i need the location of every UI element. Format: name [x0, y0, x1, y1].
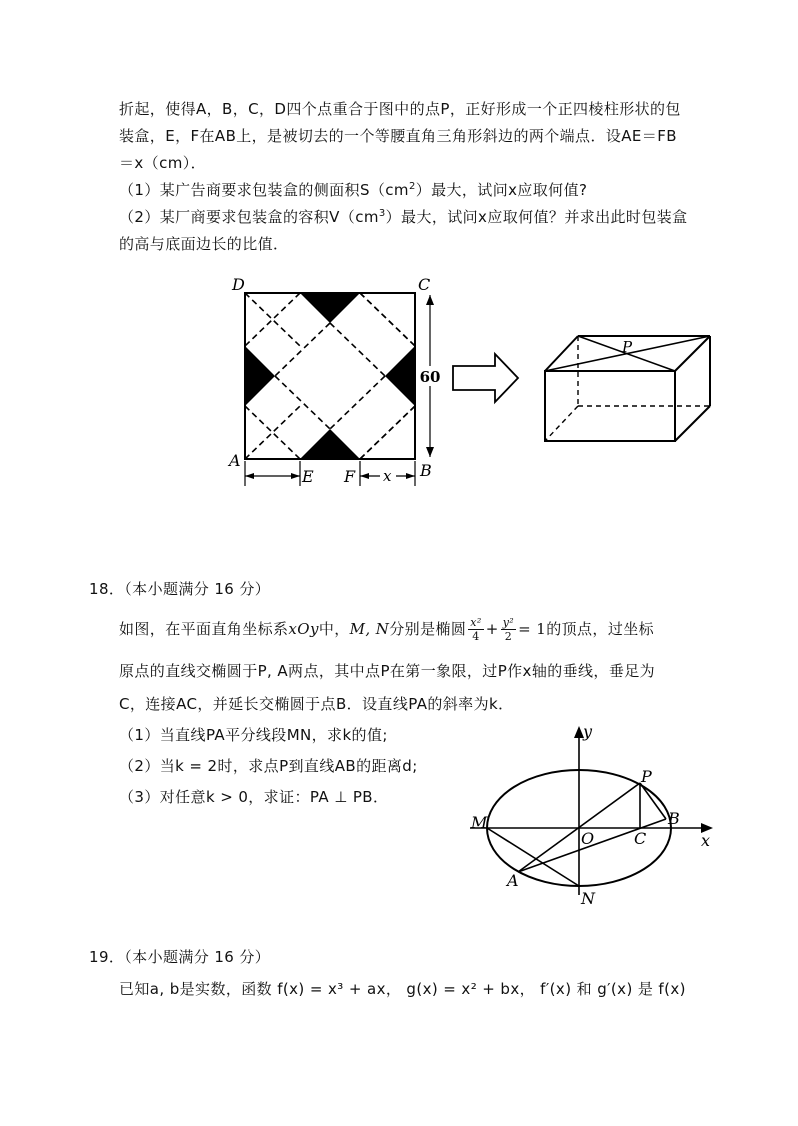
p18-text-a: 如图，在平面直角坐标系: [119, 620, 289, 638]
bottom-triangle: [300, 429, 360, 459]
label-A: A: [229, 451, 241, 470]
label-D: D: [232, 275, 245, 294]
problem-18-line-2: 原点的直线交椭圆于P, A两点，其中点P在第一象限，过P作x轴的垂线，垂足为: [119, 662, 656, 680]
question-2-post: ）最大，试问x应取何值？并求出此时包装盒: [385, 208, 688, 226]
label-E: E: [302, 467, 314, 486]
label-P-point: P: [641, 767, 652, 786]
problem-18-q1: （1）当直线PA平分线段MN，求k的值;: [119, 726, 388, 744]
label-C: C: [418, 275, 431, 294]
equals-one: = 1: [518, 620, 547, 638]
problem-18-line-3: C，连接AC，并延长交椭圆于点B．设直线PA的斜率为k．: [119, 695, 514, 713]
question-2-pre: （2）某厂商要求包装盒的容积V（cm: [119, 208, 379, 226]
label-x-axis: x: [701, 831, 711, 850]
label-N: N: [581, 889, 595, 908]
intro-line-3: ＝x（cm）．: [119, 154, 207, 172]
problem-18-line-1: [119, 614, 654, 644]
label-A-point: A: [507, 871, 519, 890]
question-1-post: ）最大，试问x应取何值?: [415, 181, 588, 199]
question-2-sup: 3: [378, 208, 386, 219]
problem-18-q3: （3）对任意k > 0，求证：PA ⊥ PB．: [119, 788, 389, 806]
ellipse-fraction-y: $\frac{\text{y²}}{2}$: [502, 616, 515, 643]
p18-var-xoy: xOy: [288, 620, 319, 638]
p18-text-d: 的顶点，过坐标: [546, 620, 655, 638]
label-B: B: [420, 461, 432, 480]
p18-text-b: 中，: [318, 620, 350, 638]
label-B-point: B: [668, 809, 680, 828]
question-1-sup: 2: [408, 181, 416, 192]
p18-text-c: 分别是椭圆: [389, 620, 467, 638]
question-2: [119, 206, 688, 227]
label-P-box: P: [622, 338, 633, 356]
label-O: O: [581, 829, 595, 848]
left-triangle: [245, 346, 275, 406]
question-1-pre: （1）某广告商要求包装盒的侧面积S（cm: [119, 181, 409, 199]
label-F: F: [344, 467, 356, 486]
ellipse-fraction-x: $\frac{\text{x²}}{4}$: [470, 616, 482, 643]
problem-18-q2: （2）当k = 2时，求点P到直线AB的距离d;: [119, 757, 418, 775]
label-M: M: [471, 813, 488, 832]
intro-line-1: 折起，使得A，B，C，D四个点重合于图中的点P，正好形成一个正四棱柱形状的包: [119, 100, 681, 118]
label-y: y: [583, 722, 593, 741]
figure-2-ellipse: [465, 720, 725, 910]
label-C-point: C: [634, 829, 647, 848]
right-triangle: [385, 346, 415, 406]
problem-19-header: 19．（本小题满分 16 分）: [89, 948, 271, 966]
problem-18-header: 18．（本小题满分 16 分）: [89, 580, 271, 598]
p18-var-mn: M, N: [349, 620, 390, 638]
fraction-operator: +: [485, 620, 499, 638]
top-triangle: [300, 293, 360, 323]
intro-line-2: 装盒，E，F在AB上，是被切去的一个等腰直角三角形斜边的两个端点．设AE＝FB: [119, 127, 677, 145]
side-length-label: 60: [419, 368, 441, 386]
label-x: x: [383, 467, 392, 485]
question-1: [119, 179, 587, 200]
problem-19-line-1: 已知a, b是实数，函数 f(x) = x³ + ax， g(x) = x² + bx， f′(x) 和 g′(x) 是 f(x): [119, 980, 686, 998]
question-2-line-2: 的高与底面边长的比值．: [119, 235, 289, 253]
figure-1-net-and-box: [220, 268, 730, 493]
right-arrow-icon: [453, 354, 518, 402]
